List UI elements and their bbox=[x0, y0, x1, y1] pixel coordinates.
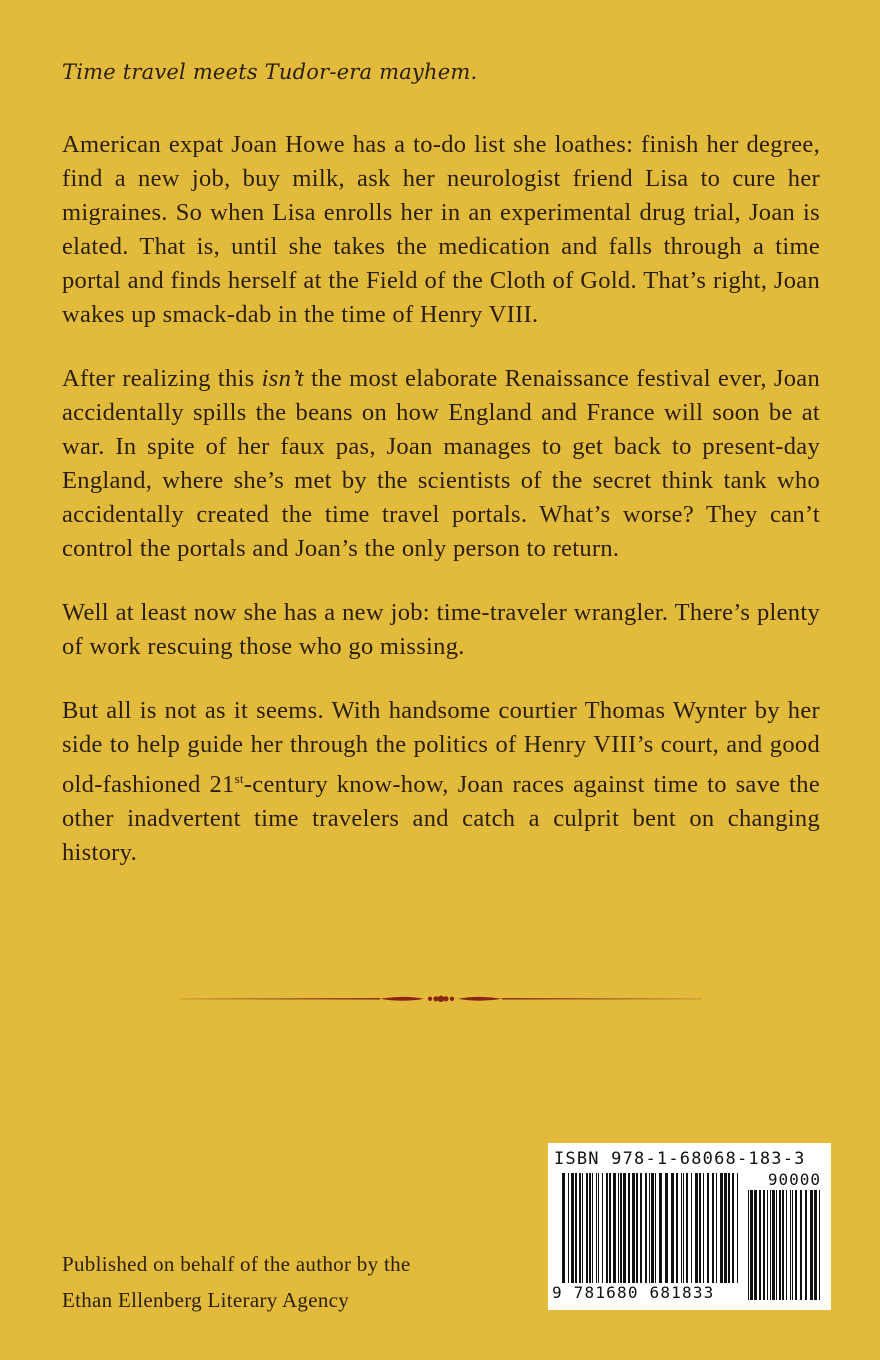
barcode-bar bbox=[724, 1173, 727, 1283]
barcode-bar bbox=[720, 1173, 723, 1283]
barcode-bar bbox=[562, 1173, 565, 1283]
barcode-bar bbox=[676, 1173, 678, 1283]
barcode-bar bbox=[636, 1173, 638, 1283]
barcode-bar bbox=[602, 1173, 603, 1283]
barcode-bar bbox=[683, 1173, 684, 1283]
ornament-divider bbox=[180, 990, 702, 1008]
blurb-paragraph-4 bbox=[62, 694, 820, 870]
barcode-bar bbox=[750, 1190, 753, 1300]
barcode-bar bbox=[712, 1173, 714, 1283]
barcode-bar bbox=[632, 1173, 635, 1283]
publisher-credit bbox=[62, 1246, 522, 1318]
barcode-bar bbox=[618, 1173, 619, 1283]
blurb-paragraph-2-start: After realizing this bbox=[62, 365, 262, 392]
barcode-bar bbox=[640, 1173, 642, 1283]
blurb-text bbox=[62, 128, 820, 900]
barcode-bar bbox=[772, 1190, 775, 1300]
barcode-bar bbox=[748, 1190, 749, 1300]
barcode-bar bbox=[649, 1173, 650, 1283]
barcode-bar bbox=[579, 1173, 581, 1283]
barcode-bar bbox=[691, 1173, 692, 1283]
barcode-bar bbox=[767, 1190, 768, 1300]
barcode-bar bbox=[598, 1173, 599, 1283]
barcode-bar bbox=[651, 1173, 654, 1283]
barcode-bar bbox=[776, 1190, 777, 1300]
blurb-paragraph-4-start: But all is not as it seems. With handsome courtier Thomas Wynter by her side to help guide her through the politics of Henry VIII’s court, and good old-fashioned 21 bbox=[62, 697, 820, 799]
blurb-paragraph-1: American expat Joan Howe has a to-do list she loathes: finish her degree, find a new job, buy milk, ask her neurologist friend Lisa to cure her migraines. So when Lisa enrolls her in an experimental drug trial, Joan is elated. That is, until she takes the medication and falls through a time portal and finds herself at the Field of the Cloth of Gold. That’s right, Joan wakes up smack-dab in the time of Henry VIII. bbox=[62, 131, 820, 328]
publisher-line-1: Published on behalf of the author by the bbox=[62, 1252, 411, 1276]
barcode-bar bbox=[571, 1173, 574, 1283]
barcode-bar bbox=[819, 1190, 820, 1300]
emphasis-isnt: isn’t bbox=[261, 365, 304, 392]
barcode-bar bbox=[759, 1190, 761, 1300]
barcode-bar bbox=[792, 1190, 793, 1300]
barcode-bar bbox=[681, 1173, 682, 1283]
isbn-digits: 9 781680 681833 bbox=[552, 1283, 715, 1302]
barcode-bar bbox=[779, 1190, 781, 1300]
barcode-bar bbox=[790, 1190, 791, 1300]
barcode-bar bbox=[786, 1190, 787, 1300]
tagline: Time travel meets Tudor-era mayhem. bbox=[62, 60, 478, 84]
barcode-bar bbox=[763, 1190, 765, 1300]
barcode-bar bbox=[665, 1173, 668, 1283]
barcode-bar bbox=[770, 1190, 771, 1300]
barcode-bar bbox=[606, 1173, 608, 1283]
barcode-bar bbox=[659, 1173, 662, 1283]
barcode-bar bbox=[589, 1173, 591, 1283]
barcode-bar bbox=[575, 1173, 577, 1283]
barcode-bar bbox=[732, 1173, 734, 1283]
barcode-bar bbox=[655, 1173, 656, 1283]
barcode-bar bbox=[728, 1173, 730, 1283]
barcode-bar bbox=[695, 1173, 698, 1283]
publisher-line-2: Ethan Ellenberg Literary Agency bbox=[62, 1288, 350, 1312]
barcode-bar bbox=[810, 1190, 813, 1300]
barcode-bar bbox=[800, 1190, 802, 1300]
barcode-bar bbox=[592, 1173, 593, 1283]
barcode-bar bbox=[737, 1173, 738, 1283]
barcode-bar bbox=[754, 1190, 757, 1300]
isbn-label: ISBN 978-1-68068-183-3 bbox=[554, 1149, 806, 1169]
barcode-bar bbox=[645, 1173, 647, 1283]
barcode-bar bbox=[609, 1173, 611, 1283]
barcode-bar bbox=[620, 1173, 622, 1283]
blurb-paragraph-2 bbox=[62, 362, 820, 566]
barcode-bar bbox=[568, 1173, 569, 1283]
blurb-paragraph-3: Well at least now she has a new job: time-traveler wrangler. There’s plenty of work rescuing those who go missing. bbox=[62, 599, 820, 660]
barcode-bar bbox=[782, 1190, 784, 1300]
barcode-bar bbox=[628, 1173, 630, 1283]
barcode-bar bbox=[596, 1173, 597, 1283]
barcode-bar bbox=[716, 1173, 717, 1283]
barcode-bar bbox=[623, 1173, 626, 1283]
ordinal-suffix: st bbox=[234, 771, 244, 786]
blurb-paragraph-4-end: -century know-how, Joan races against time to save the other inadvertent time travelers and catch a culprit bent on changing history. bbox=[62, 771, 821, 867]
barcode-bar bbox=[586, 1173, 588, 1283]
barcode-bar bbox=[805, 1190, 807, 1300]
barcode-bar bbox=[613, 1173, 616, 1283]
price-addon-digits: 90000 bbox=[767, 1170, 821, 1189]
barcode-bar bbox=[686, 1173, 688, 1283]
barcode-bar bbox=[795, 1190, 797, 1300]
barcode-bars-main bbox=[562, 1173, 738, 1283]
barcode-bar bbox=[814, 1190, 817, 1300]
barcode-bar bbox=[671, 1173, 674, 1283]
isbn-barcode bbox=[548, 1143, 831, 1310]
barcode-bars-addon bbox=[748, 1190, 822, 1300]
barcode-bar bbox=[707, 1173, 709, 1283]
blurb-paragraph-2-end: the most elaborate Renaissance festival ever, Joan accidentally spills the beans on how England and France will soon be at war. In spite of her faux pas, Joan manages to get back to present-day England, where she’s met by the scientists of the secret think tank who accidentally created the time travel portals. What’s worse? They can’t control the portals and Joan’s the only person to return. bbox=[62, 365, 821, 562]
barcode-bar bbox=[703, 1173, 704, 1283]
barcode-bar bbox=[699, 1173, 701, 1283]
barcode-bar bbox=[582, 1173, 583, 1283]
